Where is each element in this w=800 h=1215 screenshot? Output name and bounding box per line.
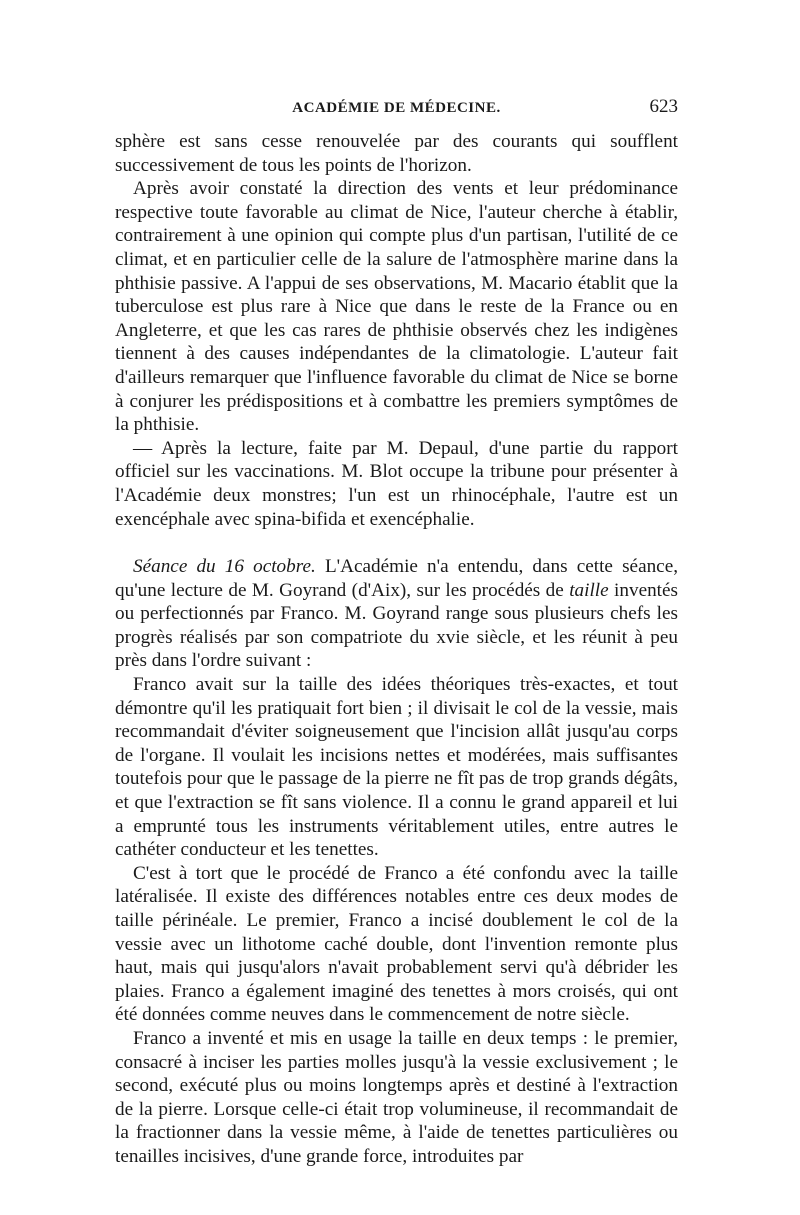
paragraph: — Après la lecture, faite par M. Depaul, d'une partie du rapport officiel sur les vaccinations. M. Blot occupe la tribune pour présenter à l'Académie deux monstres; l'un est un rhinocéphale, l'autre est un exencéphale avec spina-bifida et exencéphalie. bbox=[115, 437, 678, 530]
session-date: Séance du 16 octobre. bbox=[133, 556, 316, 578]
body-text bbox=[115, 130, 678, 1169]
page-number: 623 bbox=[649, 96, 678, 117]
emphasis-text: taille bbox=[569, 579, 609, 601]
paragraph: Franco avait sur la taille des idées théoriques très-exactes, et tout démontre qu'il les pratiquait fort bien ; il divisait le col de la vessie, mais recommandait d'éviter soigneusement que l'incision allât jusqu'au corps de l'organe. Il voulait les incisions nettes et modérées, mais suffisantes toutefois pour que le passage de la pierre ne fît pas de trop grands dégâts, et que l'extraction se fît sans violence. Il a connu le grand appareil et lui a emprunté tous les instruments véritablement utiles, entre autres le cathéter conducteur et les tenettes. bbox=[115, 674, 678, 861]
paragraph-text: inventés ou perfectionnés par Franco. M. Goyrand range sous plusieurs chefs les progrès réalisés par son compatriote du xvie siècle, et les réunit à peu près dans l'ordre suivant : bbox=[115, 579, 678, 672]
paragraph: Après avoir constaté la direction des vents et leur prédominance respective toute favorable au climat de Nice, l'auteur cherche à établir, contrairement à une opinion qui compte plus d'un partisan, l'utilité de ce climat, et en particulier celle de la salure de l'atmosphère marine dans la phthisie passive. A l'appui de ses observations, M. Macario établit que la tuberculose est plus rare à Nice que dans le reste de la France ou en Angleterre, et que les cas rares de phthisie observés chez les indigènes tiennent à des causes indépendantes de la climatologie. L'auteur fait d'ailleurs remarquer que l'influence favorable du climat de Nice se borne à conjurer les prédispositions et à combattre les premiers symptômes de la phthisie. bbox=[115, 178, 678, 436]
paragraph: C'est à tort que le procédé de Franco a été confondu avec la taille latéralisée. Il existe des différences notables entre ces deux modes de taille périnéale. Le premier, Franco a incisé doublement le col de la vessie avec un lithotome caché double, dont l'invention remonte plus haut, mais qui jusqu'alors n'avait probablement servi qu'à débrider les plaies. Franco a également imaginé des tenettes à mors croisés, qui ont été données comme neuves dans le commencement de notre siècle. bbox=[115, 862, 678, 1026]
page-header bbox=[115, 96, 678, 122]
paragraph: Franco a inventé et mis en usage la taille en deux temps : le premier, consacré à inciser les parties molles jusqu'à la vessie exclusivement ; le second, exécuté plus ou moins longtemps après et destiné à l'extraction de la pierre. Lorsque celle-ci était trop volumineuse, il recommandait de la fractionner dans la vessie même, à l'aide de tenettes particulières ou tenailles incisives, d'une grande force, introduites par bbox=[115, 1027, 678, 1167]
running-title: ACADÉMIE DE MÉDECINE. bbox=[292, 100, 501, 116]
paragraph-text: L'Académie n'a entendu, dans cette séance, qu'une lecture de M. Goyrand (d'Aix), sur les procédés de bbox=[115, 556, 679, 601]
session-paragraph bbox=[115, 555, 678, 673]
paragraph: sphère est sans cesse renouvelée par des courants qui soufflent successivement de tous les points de l'horizon. bbox=[115, 131, 678, 176]
